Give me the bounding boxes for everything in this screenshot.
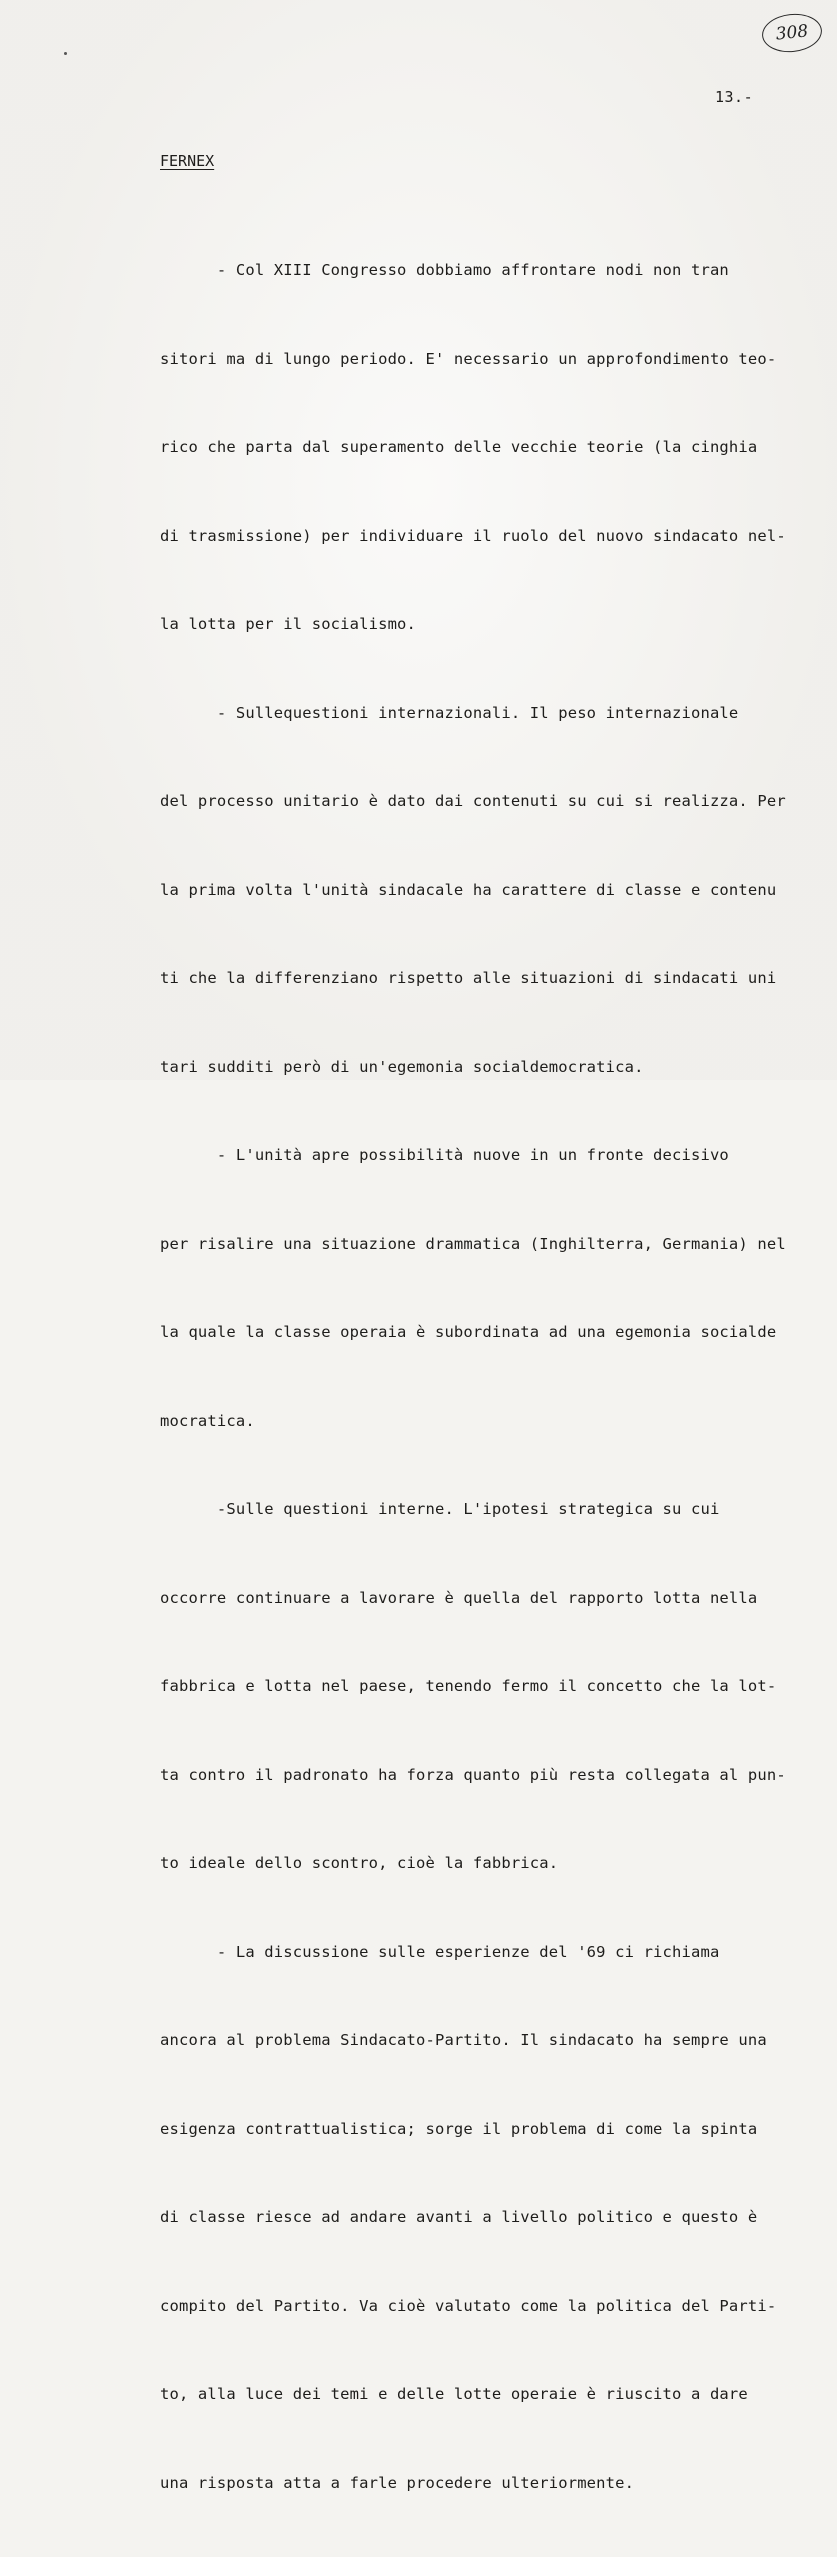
text-line: la quale la classe operaia è subordinata ad una egemonia socialde (160, 1323, 777, 1341)
text-line: la lotta per il socialismo. (160, 615, 417, 633)
text-line: di trasmissione) per individuare il ruolo del nuovo sindacato nel- (160, 526, 786, 545)
text-line: del processo unitario è dato dai contenuti su cui si realizza. Per (160, 792, 786, 810)
text-line: per risalire una situazione drammatica (Inghilterra, Germania) nel (160, 1234, 786, 1253)
archive-stamp-number: 308 (774, 21, 810, 45)
text-line: - La discussione sulle esperienze del '69 ci richiama (160, 1942, 720, 1961)
text-line: fabbrica e lotta nel paese, tenendo fermo il concetto che la lot- (160, 1677, 777, 1695)
speck-mark (64, 52, 67, 55)
text-line: rico che parta dal superamento delle vecchie teorie (la cinghia (160, 438, 758, 456)
text-line: di classe riesce ad andare avanti a livello politico e questo è (160, 2208, 758, 2226)
text-line: ti che la differenziano rispetto alle situazioni di sindacati uni (160, 969, 777, 987)
text-line: -Sulle questioni interne. L'ipotesi strategica su cui (160, 1500, 720, 1518)
text-line: occorre continuare a lavorare è quella del rapporto lotta nella (160, 1588, 758, 1607)
text-line: esigenza contrattualistica; sorge il problema di come la spinta (160, 2119, 758, 2138)
text-line: la prima volta l'unità sindacale ha carattere di classe e contenu (160, 880, 777, 899)
text-line: - Col XIII Congresso dobbiamo affrontare nodi non tran (160, 261, 729, 279)
page-number: 13.- (715, 88, 754, 106)
text-line: mocratica. (160, 1411, 255, 1430)
archive-stamp (760, 11, 824, 55)
text-line: tari sudditi però di un'egemonia socialdemocratica. (160, 1057, 644, 1076)
speaker-heading: FERNEX (160, 152, 215, 170)
text-line: ta contro il padronato ha forza quanto più resta collegata al pun- (160, 1765, 786, 1784)
text-line: una risposta atta a farle procedere ulteriormente. (160, 2473, 635, 2492)
text-line: to, alla luce dei temi e delle lotte operaie è riuscito a dare (160, 2385, 748, 2403)
text-line: - Sullequestioni internazionali. Il peso internazionale (160, 703, 739, 722)
text-line: to ideale dello scontro, cioè la fabbrica. (160, 1854, 559, 1872)
text-line: compito del Partito. Va cioè valutato come la politica del Parti- (160, 2296, 777, 2315)
body-text (160, 197, 820, 2557)
text-line: sitori ma di lungo periodo. E' necessario un approfondimento teo- (160, 349, 777, 368)
text-line: - L'unità apre possibilità nuove in un fronte decisivo (160, 1146, 729, 1164)
text-line: ancora al problema Sindacato-Partito. Il sindacato ha sempre una (160, 2031, 767, 2049)
